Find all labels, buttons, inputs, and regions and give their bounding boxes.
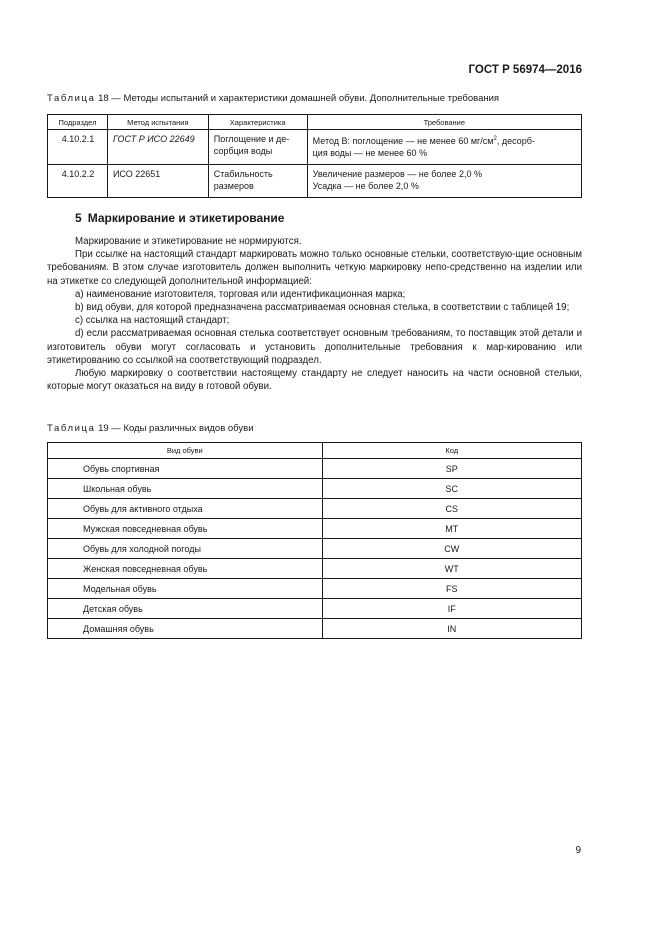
cell-code: IF [322, 599, 581, 619]
cell-subsection: 4.10.2.2 [48, 165, 108, 198]
cell-code: SP [322, 459, 581, 479]
document-code: ГОСТ Р 56974—2016 [468, 64, 582, 76]
cell-subsection: 4.10.2.1 [48, 130, 108, 165]
cell-code: CW [322, 539, 581, 559]
cell-code: FS [322, 579, 581, 599]
table-row [48, 459, 582, 479]
section-heading [75, 211, 284, 225]
table-19-caption-text: 19 — Коды различных видов обуви [95, 423, 254, 434]
cell-shoe-type: Мужская повседневная обувь [48, 519, 323, 539]
cell-code: CS [322, 499, 581, 519]
superscript: 2 [493, 136, 497, 142]
list-item: b) вид обуви, для которой предназначена рассматриваемая основная стелька, в соответствии с таблицей 19; [75, 302, 570, 314]
cell-code: IN [322, 619, 581, 639]
cell-requirement [307, 165, 581, 198]
cell-code: MT [322, 519, 581, 539]
cell-shoe-type: Обувь для холодной погоды [48, 539, 323, 559]
column-header-code: Код [322, 443, 581, 459]
page-number: 9 [575, 845, 581, 856]
column-header-subsection: Подраздел [48, 115, 108, 130]
table-19-body [48, 459, 582, 639]
paragraph: Маркирование и этикетирование не нормируются. [75, 236, 302, 247]
requirement-line: Метод B: поглощение — не менее 60 мг/см [312, 136, 494, 146]
cell-requirement [307, 130, 581, 165]
table-18-caption [47, 93, 499, 104]
table-row [48, 519, 582, 539]
table-18-caption-word: Таблица [47, 93, 96, 104]
cell-shoe-type: Домашняя обувь [48, 619, 323, 639]
table-row [48, 130, 582, 165]
table-18-caption-text: 18 — Методы испытаний и характеристики домашней обуви. Дополнительные требования [95, 93, 500, 104]
requirement-line: ция воды — не менее 60 % [312, 148, 428, 158]
cell-characteristic: Поглощение и де-сорбция воды [208, 130, 307, 165]
table-19-caption [47, 423, 254, 434]
column-header-shoe-type: Вид обуви [48, 443, 323, 459]
table-19-header-row [48, 443, 582, 459]
cell-shoe-type: Женская повседневная обувь [48, 559, 323, 579]
column-header-requirement: Требование [307, 115, 581, 130]
cell-code: WT [322, 559, 581, 579]
table-row [48, 559, 582, 579]
column-header-method: Метод испытания [107, 115, 208, 130]
requirement-line-tail: , десорб- [496, 136, 535, 146]
requirement-line: Усадка — не более 2,0 % [312, 181, 419, 191]
table-row [48, 499, 582, 519]
cell-shoe-type: Детская обувь [48, 599, 323, 619]
list-item: c) ссылка на настоящий стандарт; [75, 315, 230, 327]
cell-shoe-type: Модельная обувь [48, 579, 323, 599]
table-row [48, 479, 582, 499]
cell-characteristic: Стабильность размеров [208, 165, 307, 198]
table-row [48, 579, 582, 599]
table-19 [47, 442, 582, 639]
list-item: a) наименование изготовителя, торговая или идентификационная марка; [75, 288, 406, 300]
table-18-header-row [48, 115, 582, 130]
column-header-characteristic: Характеристика [208, 115, 307, 130]
table-18 [47, 114, 582, 198]
cell-method: ГОСТ Р ИСО 22649 [107, 130, 208, 165]
table-row [48, 599, 582, 619]
table-19-caption-word: Таблица [47, 423, 96, 434]
paragraph: Любую маркировку о соответствии настоящему стандарту не следует наносить на части основной стельки, которые могут оказаться на виду в готовой обуви. [47, 368, 582, 393]
cell-shoe-type: Обувь спортивная [48, 459, 323, 479]
cell-code: SC [322, 479, 581, 499]
list-item: d) если рассматриваемая основная стелька соответствует основным требованиям, то поставщик этой детали и изготовитель обуви могут согласовать и установить дополнительные требования к мар-кированию или этикетированию со ссылкой на соответствующий подраздел. [47, 328, 582, 366]
paragraph: При ссылке на настоящий стандарт маркировать можно только основные стельки, соответствую-щие основным требованиям. В этом случае изготовитель должен выполнить четкую маркировку непо-средственно на изделии или на этикетке со следующей дополнительной информацией: [47, 249, 582, 287]
table-row [48, 539, 582, 559]
requirement-line: Увеличение размеров — не более 2,0 % [312, 169, 482, 179]
table-row [48, 165, 582, 198]
cell-shoe-type: Обувь для активного отдыха [48, 499, 323, 519]
section-title: Маркирование и этикетирование [87, 211, 285, 225]
section-body [47, 235, 582, 393]
section-number: 5 [75, 211, 82, 225]
cell-method: ИСО 22651 [107, 165, 208, 198]
table-row [48, 619, 582, 639]
cell-shoe-type: Школьная обувь [48, 479, 323, 499]
